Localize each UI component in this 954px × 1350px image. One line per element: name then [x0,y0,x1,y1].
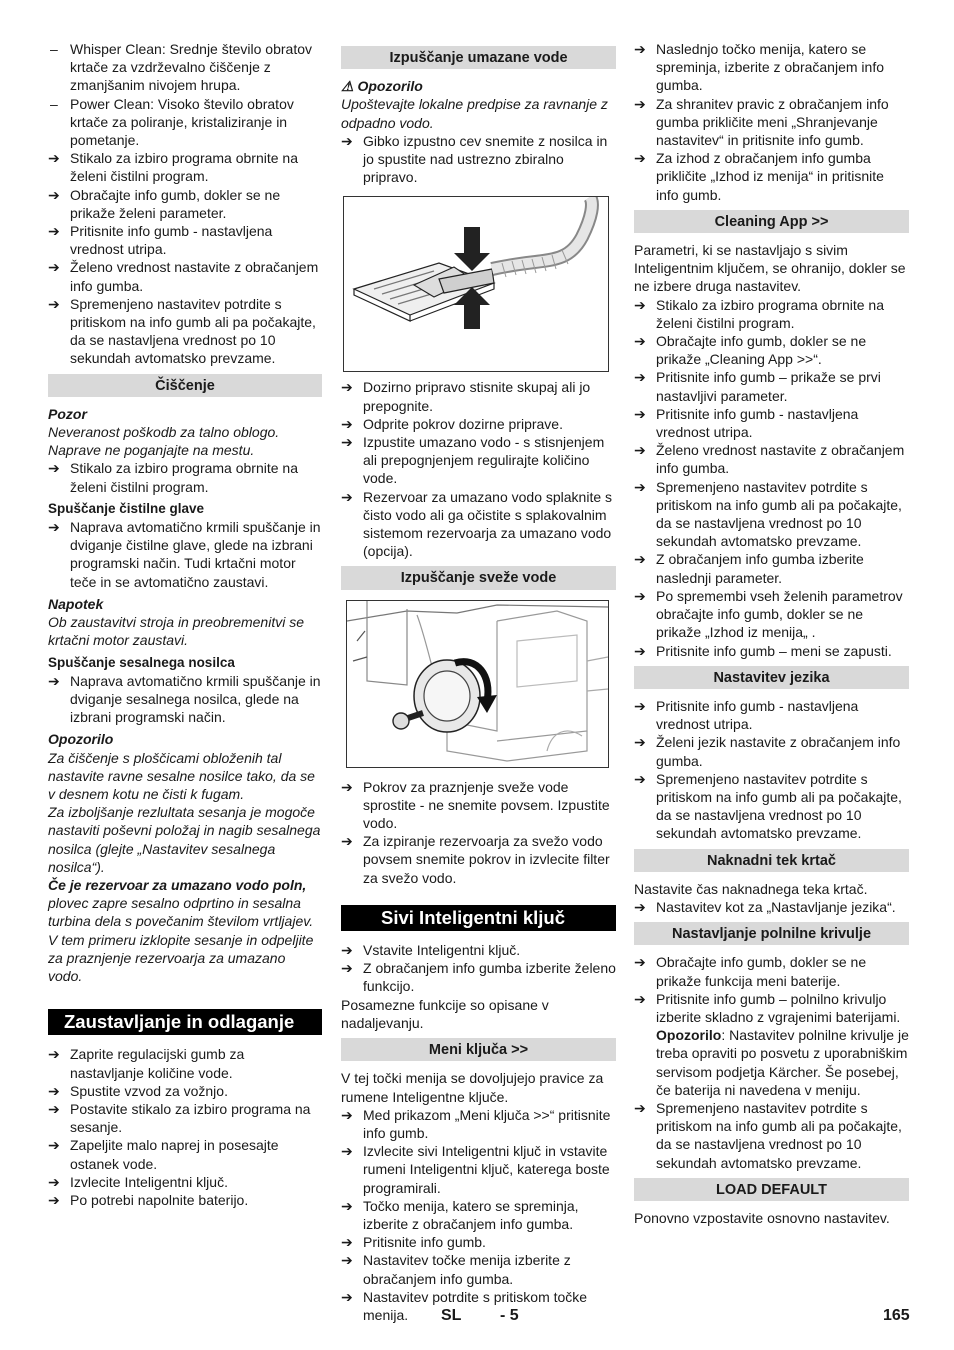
arrow-icon: ➔ [341,488,353,505]
arrow-icon: ➔ [48,1100,60,1117]
hose-drain-illustration [343,196,609,372]
list-item: ➔ Gibko izpustno cev snemite z nosilca in jo spustite nad ustrezno zbiralno pripravo. [341,132,608,186]
list-item: ➔ Naprava avtomatično krmili spuščanje in dviganje sesalnega nosilca, glede na izbrani programski način. [48,672,321,726]
arrow-icon: ➔ [341,379,353,396]
warning-text: Za izboljšanje rezlultata sesanja je mogoče nastaviti poševni položaj in nagib sesalnega nosilca (glejte „Nastavitev sesalnega nosilca“). [48,804,321,875]
list-item: ➔ Izpustite umazano vodo - s stisnjenjem ali prepognjenjem regulirajte količino vode. [341,434,605,487]
arrow-icon: ➔ [634,442,646,459]
warning-label: ⚠ Opozorilo [341,78,423,95]
arrow-icon: ➔ [634,478,646,495]
arrow-icon: ➔ [634,990,646,1007]
list-item: – Whisper Clean: Srednje število obratov krtače za vzdrževalno čiščenje z zmanjšanim nivojem hrupa. [50,41,313,94]
column-right [634,40,909,1227]
column-left [48,40,322,1209]
paragraph: Nastavite čas naknadnega teka krtač. [634,880,868,897]
fresh-water-cap-illustration [346,600,609,768]
arrow-icon: ➔ [48,259,60,276]
list-item: ➔ Z obračanjem info gumba izberite naslednji parameter. [634,551,864,586]
arrow-icon: ➔ [341,1143,353,1160]
list-item: ➔ Zapeljite malo naprej in posesajte ostanek vode. [48,1137,279,1172]
list-item: ➔ Vstavite Inteligentni ključ. [341,942,521,959]
subheading: Spuščanje čistilne glave [48,500,205,516]
list-item: ➔ Pokrov za praznjenje sveže vode sprostite - ne snemite povsem. Izpustite vodo. [341,778,610,832]
arrow-icon: ➔ [341,434,353,451]
warning-text: plovec zapre sesalno odprtino in sesalna turbina dela s povečanim številom vrtljajev. V tem primeru izklopite sesanje in odpeljite za praznjenje rezervoarja za umazano vodo. [48,895,314,984]
section-heading-load-default: LOAD DEFAULT [634,1178,909,1201]
arrow-icon: ➔ [634,150,646,167]
arrow-icon: ➔ [341,1197,353,1214]
list-item: ➔ Spustite vzvod za vožnjo. [48,1082,228,1099]
list-item: ➔ Želeno vrednost nastavite z obračanjem info gumba. [634,442,905,477]
warning-label: Opozorilo [48,731,114,748]
list-item: ➔ Po potrebi napolnite baterijo. [48,1191,249,1208]
paragraph: Posamezne funkcije so opisane v nadaljevanju. [341,996,549,1031]
arrow-icon: ➔ [634,642,646,659]
arrow-icon: ➔ [48,1046,60,1063]
warning-text: Za čiščenje s ploščicami obloženih tal nastavite ravne sesalne nosilce tako, da se v desnem kotu ne čisti k fugam. [48,749,315,802]
hose-drain-drawing [344,197,607,371]
chapter-heading-zaustavljanje: Zaustavljanje in odlaganje [48,1009,322,1035]
section-heading-sveza-voda: Izpuščanje sveže vode [341,566,616,589]
arrow-icon: ➔ [48,460,60,477]
arrow-icon: ➔ [48,150,60,167]
footer-language: SL [441,1307,462,1324]
list-item: ➔ Naslednjo točko menija, katero se spreminja, izberite z obračanjem info gumba. [634,41,884,94]
list-item: ➔ Pritisnite info gumb – prikaže se prvi nastavljivi parameter. [634,369,881,404]
arrow-icon: ➔ [634,95,646,112]
section-heading-polnilna-krivulja: Nastavljanje polnilne krivulje [634,922,909,945]
section-heading-naknadni-tek: Naknadni tek krtač [634,849,909,872]
arrow-icon: ➔ [48,186,60,203]
list-item: ➔ Želeno vrednost nastavite z obračanjem info gumba. [48,259,319,294]
list-item: ➔ Naprava avtomatično krmili spuščanje in dviganje čistilne glave, glede na izbrani programski način. Tudi krtačni motor teče in se avtomatično zaustavi. [48,519,321,590]
arrow-icon: ➔ [341,778,353,795]
arrow-icon: ➔ [634,734,646,751]
list-item: ➔ Postavite stikalo za izbiro programa na sesanje. [48,1100,311,1136]
arrow-icon: ➔ [341,1106,353,1123]
arrow-icon: ➔ [341,1288,353,1305]
section-heading-umazana-voda: Izpuščanje umazane vode [341,46,616,69]
arrow-icon: ➔ [634,551,646,568]
arrow-icon: ➔ [341,833,353,850]
arrow-icon: ➔ [341,960,353,977]
section-heading-meni-kljuca: Meni ključa >> [341,1038,616,1061]
arrow-icon: ➔ [634,954,646,971]
caution-text: Neveranost poškodb za talno oblogo. Naprave ne poganjajte na mestu. [48,424,280,459]
arrow-icon: ➔ [48,1137,60,1154]
arrow-icon: ➔ [634,296,646,313]
list-item: – Power Clean: Visoko število obratov krtače za poliranje, kristaliziranje in pometanje. [50,95,294,149]
arrow-icon: ➔ [634,587,646,604]
list-item: ➔ Nastavitev točke menija izberite z obračanjem info gumba. [341,1252,571,1287]
arrow-icon: ➔ [634,898,646,915]
list-item: ➔ Pritisnite info gumb. [341,1234,486,1251]
list-item: ➔ Obračajte info gumb, dokler se ne prikaže funkcija meni baterije. [634,954,867,989]
arrow-icon: ➔ [48,223,60,240]
list-item: ➔ Obračajte info gumb, dokler se ne prikaže želeni parameter. [48,186,281,221]
list-item: ➔ Spremenjeno nastavitev potrdite s pritiskom na info gumb ali pa počakajte, da se nastavljena vrednost po 10 sekundah avtomatsko prevzame. [634,478,902,550]
warning-triangle-icon: ⚠ [341,78,354,95]
arrow-icon: ➔ [48,672,60,689]
list-item: ➔ Pritisnite info gumb - nastavljena vrednost utripa. [634,697,859,733]
arrow-icon: ➔ [48,519,60,536]
list-item: ➔ Spremenjeno nastavitev potrdite s pritiskom na info gumb ali pa počakajte, da se nastavljena vrednost po 10 sekundah avtomatsko prevzame. [48,295,316,367]
list-item: ➔ Izvlecite sivi Inteligentni ključ in vstavite rumeni Inteligentni ključ, katerega boste programirali. [341,1143,610,1196]
list-item: ➔ Z obračanjem info gumba izberite želeno funkcijo. [341,960,616,995]
list-item: ➔ Pritisnite info gumb – polnilno krivuljo izberite skladno z vgrajenimi baterijami. Opozorilo: Nastavitev polnilne krivulje je treba opraviti po posvetu z uporabniškim servisom podjetja Kärcher. Še posebej, če baterija ni navedena v meniju. [634,990,909,1098]
list-item: ➔ Stikalo za izbiro programa obrnite na želeni čistilni program. [48,150,299,185]
arrow-icon: ➔ [341,1234,353,1251]
list-item: ➔ Pritisnite info gumb - nastavljena vrednost utripa. [48,223,273,258]
column-middle [341,40,616,1324]
list-item: ➔ Odprite pokrov dozirne priprave. [341,415,563,432]
list-item: ➔ Stikalo za izbiro programa obrnite na želeni čistilni program. [634,296,885,331]
note-label: Napotek [48,595,104,612]
list-item: ➔ Nastavitev potrdite s pritiskom točke menija. [341,1288,588,1323]
arrow-icon: ➔ [634,1099,646,1116]
list-item: ➔ Pritisnite info gumb – meni se zapusti. [634,642,892,659]
arrow-icon: ➔ [48,1191,60,1208]
list-item: ➔ Za izpiranje rezervoarja za svežo vodo povsem snemite pokrov in izvlecite filter za svežo vodo. [341,833,610,886]
list-item: ➔ Želeni jezik nastavite z obračanjem info gumba. [634,734,901,769]
list-item: ➔ Dozirno pripravo stisnite skupaj ali jo prepognite. [341,379,591,414]
footer-local-page: - 5 [500,1307,519,1324]
list-item: ➔ Rezervoar za umazano vodo splaknite s čisto vodo ali ga očistite s splakovalnim sistemom rezervoarja za umazano vodo (opcija). [341,488,613,560]
list-item: ➔ Po spremembi vseh želenih parametrov obračajte info gumb, dokler se ne prikaže „Izhod iz menija„ . [634,587,903,641]
list-item: ➔ Obračajte info gumb, dokler se ne prikaže „Cleaning App >>“. [634,333,867,368]
arrow-icon: ➔ [341,132,353,149]
footer-page-number: 165 [883,1307,910,1324]
arrow-icon: ➔ [634,697,646,714]
paragraph: Parametri, ki se nastavljajo s sivim Inteligentnim ključem, se ohranijo, dokler se ne izbere druga nastavitev. [634,242,906,295]
arrow-icon: ➔ [48,1082,60,1099]
arrow-icon: ➔ [48,1173,60,1190]
paragraph: V tej točki menija se dovoljujejo pravice za rumene Inteligentne ključe. [341,1070,604,1105]
arrow-icon: ➔ [634,333,646,350]
section-heading-ciscenje: Čiščenje [48,374,322,397]
list-item: ➔ Za izhod z obračanjem info gumba prikličite „Izhod iz menija“ in pritisnite info gumb. [634,150,884,203]
list-item: ➔ Spremenjeno nastavitev potrdite s pritiskom na info gumb ali pa počakajte, da se nastavljena vrednost po 10 sekundah avtomatsko prevzame. [634,1099,902,1171]
caution-label: Pozor [48,405,87,422]
list-item: ➔ Stikalo za izbiro programa obrnite na želeni čistilni program. [48,460,299,495]
arrow-icon: ➔ [341,415,353,432]
list-item: ➔ Izvlecite Inteligentni ključ. [48,1173,228,1190]
section-heading-nastavitev-jezika: Nastavitev jezika [634,666,909,689]
arrow-icon: ➔ [634,369,646,386]
list-item: ➔ Za shranitev pravic z obračanjem info gumba prikličite meni „Shranjevanje nastavitev“ in pritisnite info gumb. [634,95,889,149]
inline-warning-label: Opozorilo [656,1027,722,1044]
warning-emphasis: Če je rezervoar za umazano vodo poln, [48,876,307,893]
arrow-icon: ➔ [48,295,60,312]
arrow-icon: ➔ [634,405,646,422]
paragraph: Ponovno vzpostavite osnovno nastavitev. [634,1209,890,1226]
arrow-icon: ➔ [634,41,646,57]
arrow-icon: ➔ [341,942,353,959]
section-heading-cleaning-app: Cleaning App >> [634,210,909,233]
chapter-heading-inteligentni-kljuc: Sivi Inteligentni ključ [341,905,616,931]
list-item: ➔ Zaprite regulacijski gumb za nastavljanje količine vode. [48,1046,245,1081]
list-item: ➔ Točko menija, katero se spreminja, izberite z obračanjem info gumba. [341,1197,579,1232]
arrow-icon: ➔ [341,1252,353,1269]
warning-text: Upoštevajte lokalne predpise za ravnanje z odpadno vodo. [341,96,608,131]
list-item: ➔ Pritisnite info gumb - nastavljena vrednost utripa. [634,405,859,441]
list-item: ➔ Med prikazom „Meni ključa >>“ pritisnite info gumb. [341,1106,611,1141]
note-text: Ob zaustavitvi stroja in preobremenitvi se krtačni motor zaustavi. [48,614,304,649]
arrow-icon: ➔ [634,770,646,787]
fresh-water-cap-drawing [347,601,608,767]
list-item: ➔ Spremenjeno nastavitev potrdite s pritiskom na info gumb ali pa počakajte, da se nastavljena vrednost po 10 sekundah avtomatsko prevzame. [634,770,902,842]
subheading: Spuščanje sesalnega nosilca [48,654,235,670]
list-item: ➔ Nastavitev kot za „Nastavljanje jezika“. [634,898,896,915]
